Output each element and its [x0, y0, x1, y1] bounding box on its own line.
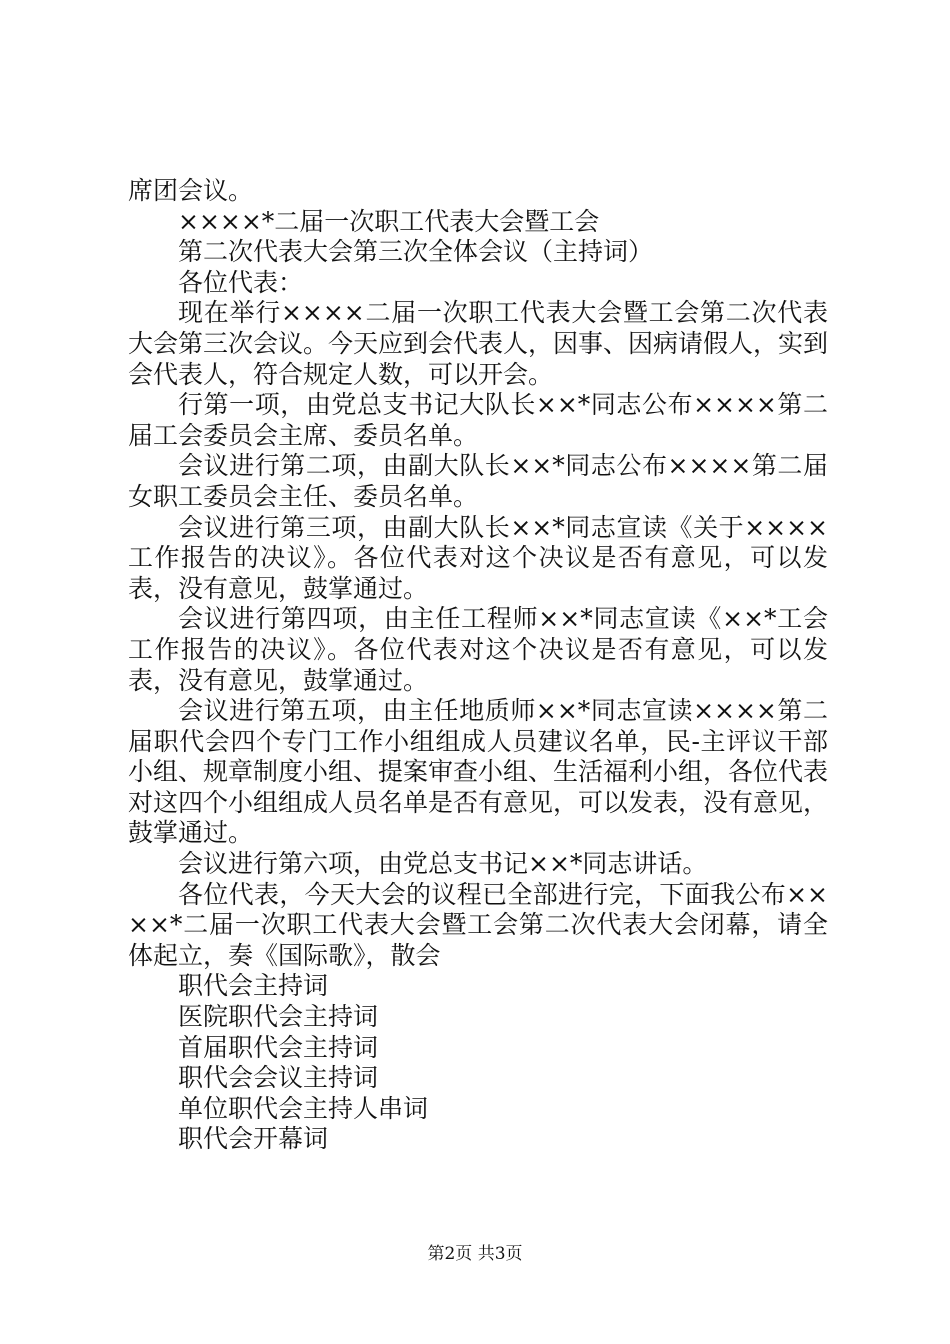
paragraph: 会议进行第五项，由主任地质师××*同志宣读××××第二届职代会四个专门工作小组组成人员建议名单，民-主评议干部小组、规章制度小组、提案审查小组、生活福利小组，各位代表对这四个小组组成人员名单是否有意见，可以发表，没有意见，鼓掌通过。 [128, 696, 829, 848]
paragraph: 会议进行第四项，由主任工程师××*同志宣读《××*工会工作报告的决议》。各位代表对这个决议是否有意见，可以发表，没有意见，鼓掌通过。 [128, 604, 828, 695]
related-link-item: 单位职代会主持人串词 [178, 1093, 429, 1123]
paragraph: 会议进行第六项，由党总支书记××*同志讲话。 [178, 849, 708, 879]
related-link-item: 医院职代会主持词 [178, 1002, 379, 1032]
salutation: 各位代表： [178, 267, 304, 297]
paragraph: 会议进行第二项，由副大队长××*同志公布××××第二届女职工委员会主任、委员名单。 [128, 451, 828, 511]
paragraph: 席团会议。 [128, 176, 254, 205]
related-link-item: 职代会会议主持词 [178, 1063, 379, 1093]
paragraph: 会议进行第三项，由副大队长××*同志宣读《关于××××工作报告的决议》。各位代表对这个决议是否有意见，可以发表，没有意见，鼓掌通过。 [128, 512, 828, 603]
speech-title-line-1: ××××*二届一次职工代表大会暨工会 [178, 206, 600, 236]
paragraph: 各位代表，今天大会的议程已全部进行完，下面我公布××××*二届一次职工代表大会暨工会第二次代表大会闭幕，请全体起立，奏《国际歌》，散会 [128, 879, 828, 970]
related-link-item: 职代会开幕词 [178, 1124, 329, 1154]
related-link-item: 首届职代会主持词 [178, 1032, 379, 1062]
document-body [128, 176, 828, 1155]
page-number-footer: 第2页 共3页 [427, 1244, 523, 1264]
speech-title-line-2: 第二次代表大会第三次全体会议（主持词） [178, 237, 654, 267]
paragraph: 行第一项，由党总支书记大队长××*同志公布××××第二届工会委员会主席、委员名单。 [128, 390, 828, 450]
paragraph: 现在举行××××二届一次职工代表大会暨工会第二次代表大会第三次会议。今天应到会代表人，因事、因病请假人，实到会代表人，符合规定人数，可以开会。 [128, 298, 829, 389]
related-link-item: 职代会主持词 [178, 971, 329, 1001]
